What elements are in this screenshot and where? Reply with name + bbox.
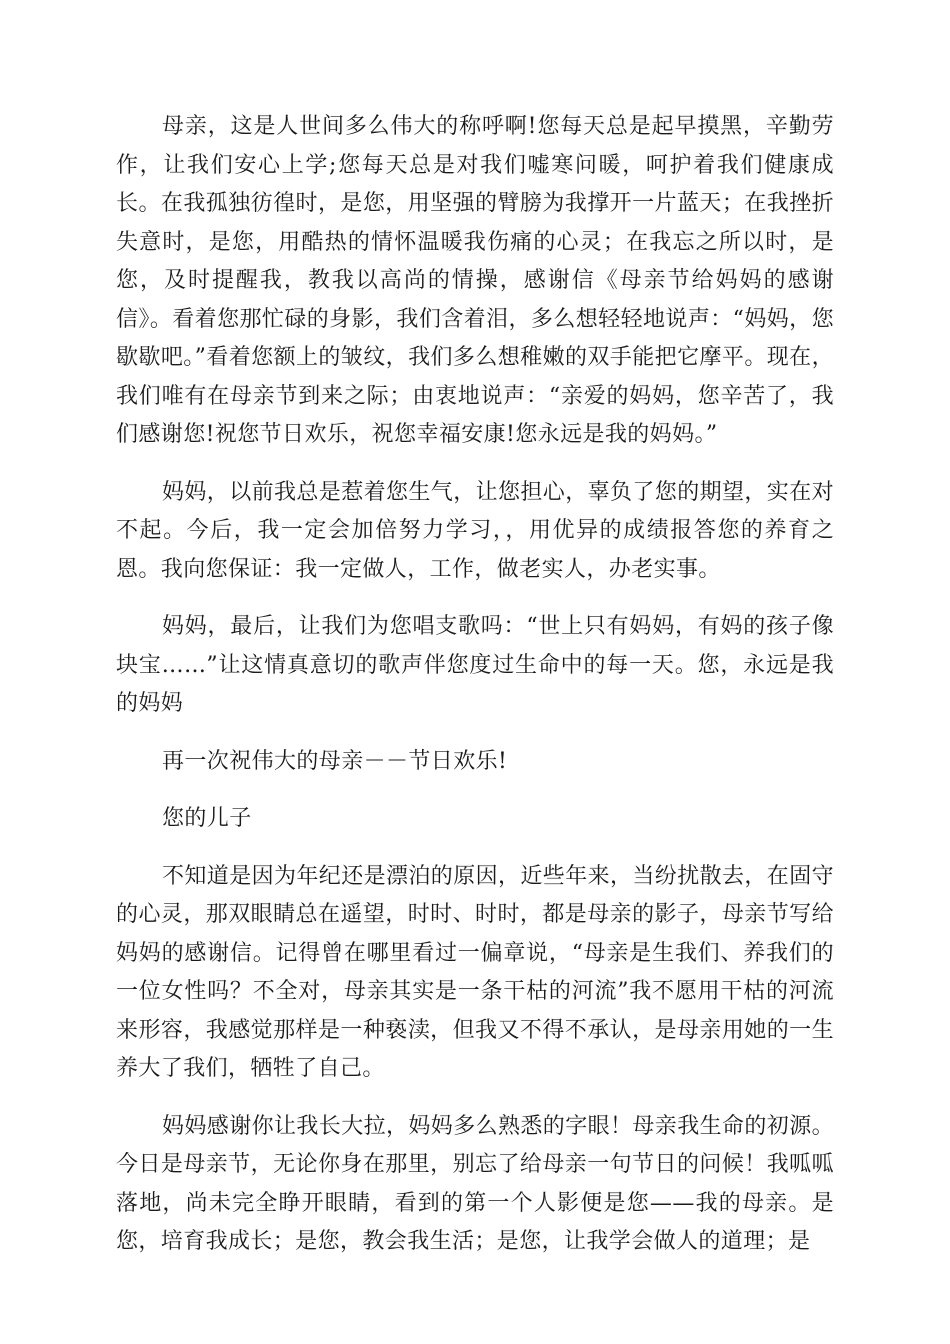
- paragraph-5-signature: 您的儿子: [162, 806, 252, 831]
- paragraph-4: 再一次祝伟大的母亲－－节日欢乐!: [162, 748, 508, 774]
- paragraph-7: 妈妈感谢你让我长大拉，妈妈多么熟悉的字眼！母亲我生命的初源。今日是母亲节，无论你身在那里，别忘了给母亲一句节日的问候！我呱呱落地，尚未完全睁开眼睛，看到的第一个人影便是您——我的母亲。是您，培育我成长；是您，教会我生活；是您，让我学会做人的道理；是: [116, 1113, 835, 1254]
- paragraph-1: 母亲，这是人世间多么伟大的称呼啊!您每天总是起早摸黑，辛勤劳作，让我们安心上学;您每天总是对我们嘘寒问暖，呵护着我们健康成长。在我孤独彷徨时，是您，用坚强的臂膀为我撑开一片蓝天；在我挫折失意时，是您，用酷热的情怀温暖我伤痛的心灵；在我忘之所以时，是您，及时提醒我，教我以高尚的情操，感谢信《母亲节给妈妈的感谢信》。看着您那忙碌的身影，我们含着泪，多么想轻轻地说声：“妈妈，您歇歇吧。”看着您额上的皱纹，我们多么想稚嫩的双手能把它摩平。现在，我们唯有在母亲节到来之际；由衷地说声：“亲爱的妈妈，您辛苦了，我们感谢您!祝您节日欢乐，祝您幸福安康!您永远是我的妈妈。”: [116, 114, 834, 447]
- document-body: [116, 108, 834, 1281]
- paragraph-3: 妈妈，最后，让我们为您唱支歌吗：“世上只有妈妈，有妈的孩子像块宝……”让这情真意切的歌声伴您度过生命中的每一天。您，永远是我的妈妈: [116, 614, 834, 716]
- paragraph-2: 妈妈，以前我总是惹着您生气，让您担心，辜负了您的期望，实在对不起。今后，我一定会加倍努力学习，，用优异的成绩报答您的养育之恩。我向您保证：我一定做人，工作，做老实人，办老实事。: [116, 479, 835, 582]
- paragraph-6: 不知道是因为年纪还是漂泊的原因，近些年来，当纷扰散去，在固守的心灵，那双眼睛总在遥望，时时、时时，都是母亲的影子，母亲节写给妈妈的感谢信。记得曾在哪里看过一偏章说，“母亲是生我们、养我们的一位女性吗？不全对，母亲其实是一条干枯的河流”我不愿用干枯的河流来形容，我感觉那样是一种亵渎，但我又不得不承认，是母亲用她的一生养大了我们，牺牲了自己。: [116, 863, 835, 1081]
